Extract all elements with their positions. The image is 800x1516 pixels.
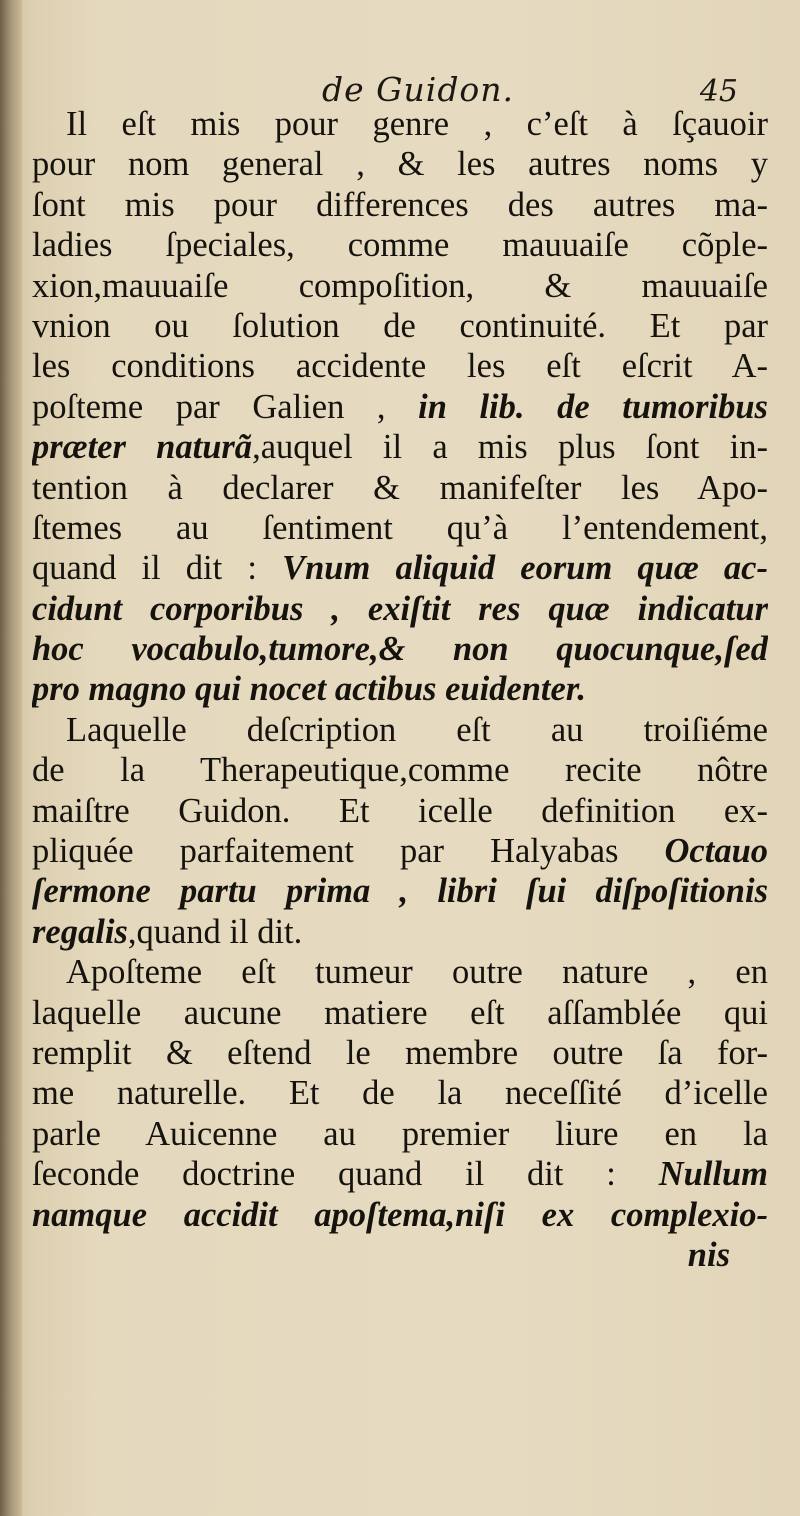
text-segment: tention à declarer & manifeſter les Apo- — [32, 468, 768, 507]
text-line — [32, 750, 768, 790]
text-segment: maiſtre Guidon. Et icelle definition ex- — [32, 791, 768, 830]
text-line — [32, 1073, 768, 1113]
text-line — [32, 185, 768, 225]
text-segment: Apoſteme eſt tumeur outre nature , en — [66, 953, 768, 992]
text-line — [32, 669, 768, 709]
text-line — [32, 589, 768, 629]
text-segment: ſeconde doctrine quand il dit : — [32, 1155, 659, 1194]
text-line — [32, 791, 768, 831]
text-segment: remplit & eſtend le membre outre ſa for- — [32, 1033, 768, 1072]
text-line — [32, 387, 768, 427]
text-line — [32, 831, 768, 871]
text-segment: vnion ou ſolution de continuité. Et par — [32, 306, 768, 345]
text-line — [32, 993, 768, 1033]
text-line — [32, 710, 768, 750]
italic-text-segment: in lib. de tumoribus — [418, 387, 768, 426]
text-segment: quand il dit : — [32, 549, 283, 588]
italic-text-segment: nis — [687, 1235, 730, 1274]
text-segment: laquelle aucune matiere eſt aſſamblée qui — [32, 993, 768, 1032]
italic-text-segment: Octauo — [664, 832, 768, 871]
italic-text-segment: ſermone partu prima , libri ſui diſpoſitionis — [32, 872, 768, 911]
text-segment: ladies ſpeciales, comme mauuaiſe cõple- — [32, 226, 768, 265]
text-line — [32, 1033, 768, 1073]
text-segment: parle Auicenne au premier liure en la — [32, 1114, 768, 1153]
text-line — [32, 1154, 768, 1194]
text-segment: xion,mauuaiſe compoſition, & mauuaiſe — [32, 266, 768, 305]
italic-text-segment: pro magno qui nocet actibus euidenter. — [32, 670, 586, 709]
text-line — [32, 306, 768, 346]
text-line — [32, 144, 768, 184]
text-segment: ſont mis pour differences des autres ma- — [32, 185, 768, 224]
text-line — [32, 952, 768, 992]
text-line — [32, 629, 768, 669]
text-segment: Laquelle deſcription eſt au troiſiéme — [66, 710, 768, 749]
italic-text-segment: hoc vocabulo,tumore,& non quocunque,ſed — [32, 630, 768, 669]
italic-text-segment: Nullum — [658, 1155, 768, 1194]
text-line — [32, 1114, 768, 1154]
text-line — [32, 912, 768, 952]
text-line — [32, 225, 768, 265]
text-line — [32, 871, 768, 911]
italic-text-segment: præter naturã — [32, 428, 253, 467]
text-segment: me naturelle. Et de la neceſſité d’icelle — [32, 1074, 768, 1113]
page-number: 45 — [699, 74, 738, 109]
italic-text-segment: Vnum aliquid eorum quæ ac- — [282, 549, 768, 588]
text-segment: les conditions accidente les eſt eſcrit A- — [32, 347, 768, 386]
text-line — [32, 508, 768, 548]
text-segment: ſtemes au ſentiment qu’à l’entendement, — [32, 508, 768, 547]
book-binding-edge — [0, 0, 22, 1516]
text-line — [32, 346, 768, 386]
italic-text-segment: cidunt corporibus , exiſtit res quæ indicatur — [32, 589, 768, 628]
text-segment: Il eſt mis pour genre , c’eſt à ſçauoir — [66, 105, 768, 143]
text-line — [32, 1195, 768, 1235]
text-line — [32, 427, 768, 467]
text-line — [32, 266, 768, 306]
text-segment: ,auquel il a mis plus ſont in- — [252, 428, 768, 467]
italic-text-segment: regalis — [32, 912, 128, 951]
italic-text-segment: namque accidit apoſtema,niſi ex complexio- — [32, 1195, 768, 1234]
text-segment: pliquée parfaitement par Halyabas — [32, 832, 665, 871]
text-line — [32, 1235, 768, 1275]
text-segment: de la Therapeutique,comme recite nôtre — [32, 751, 768, 790]
text-line — [32, 468, 768, 508]
text-line — [32, 104, 768, 144]
text-segment: ,quand il dit. — [127, 912, 303, 951]
text-segment: poſteme par Galien , — [32, 387, 419, 426]
text-line — [32, 548, 768, 588]
running-title: de Guidon. — [322, 70, 515, 109]
body-text — [32, 104, 768, 1275]
text-segment: pour nom general , & les autres noms y — [32, 145, 768, 184]
